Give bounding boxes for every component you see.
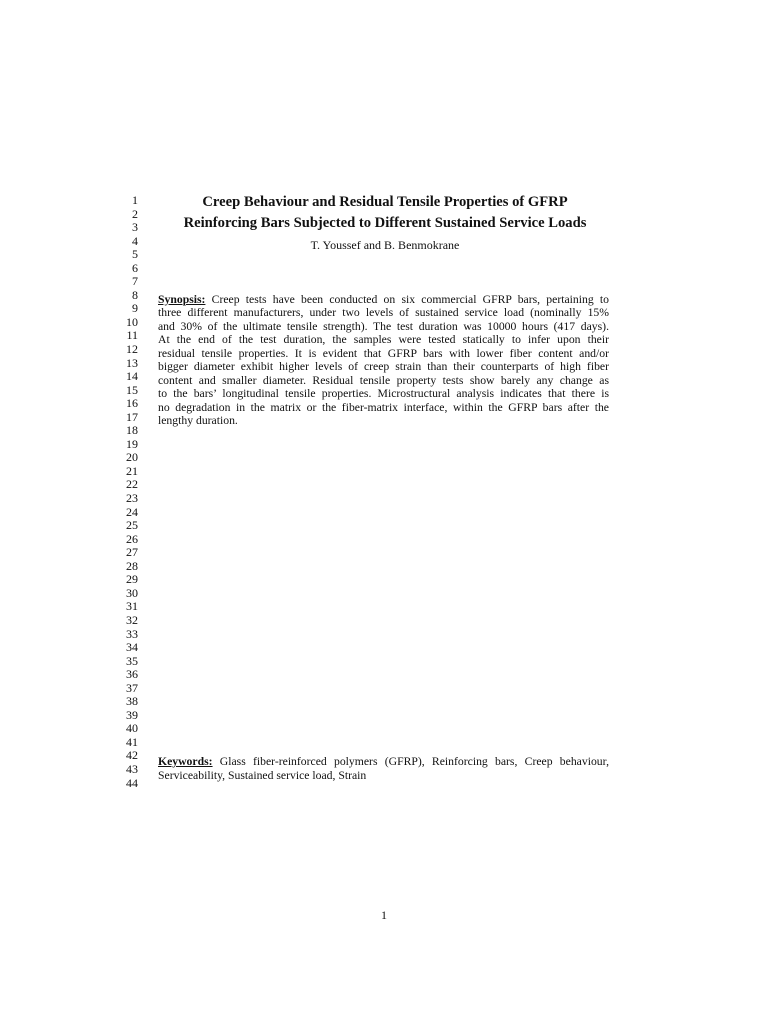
line-number: 44 bbox=[126, 775, 138, 790]
line-number: 31 bbox=[126, 599, 138, 614]
line-number: 13 bbox=[126, 355, 138, 370]
line-number: 4 bbox=[132, 233, 138, 248]
line-number: 38 bbox=[126, 694, 138, 709]
line-number: 11 bbox=[126, 328, 138, 343]
line-number: 40 bbox=[126, 721, 138, 736]
synopsis-label: Synopsis: bbox=[158, 292, 206, 306]
line-number: 41 bbox=[126, 734, 138, 749]
line-number: 22 bbox=[126, 477, 138, 492]
line-number: 26 bbox=[126, 531, 138, 546]
line-number: 8 bbox=[132, 287, 138, 302]
line-number: 12 bbox=[126, 342, 138, 357]
paper-title bbox=[150, 192, 620, 234]
synopsis-line: lengthy duration. bbox=[158, 414, 238, 428]
line-number: 17 bbox=[126, 409, 138, 424]
line-number: 14 bbox=[126, 369, 138, 384]
line-number: 18 bbox=[126, 423, 138, 438]
line-number: 34 bbox=[126, 640, 138, 655]
line-number: 1 bbox=[132, 193, 138, 207]
synopsis-line bbox=[158, 293, 609, 307]
synopsis-line: At the end of the test duration, the samples were tested statically to infer upon their bbox=[158, 333, 609, 347]
keywords-line: Serviceability, Sustained service load, Strain bbox=[158, 768, 367, 782]
line-number: 30 bbox=[126, 585, 138, 600]
line-number: 33 bbox=[126, 626, 138, 641]
line-number: 35 bbox=[126, 653, 138, 668]
synopsis-line: residual tensile properties. It is evident that GFRP bars with lower fiber content and/or bbox=[158, 346, 609, 360]
title-line-1: Creep Behaviour and Residual Tensile Properties of GFRP bbox=[202, 194, 568, 210]
page-number: 1 bbox=[381, 908, 387, 922]
line-number: 28 bbox=[126, 558, 138, 573]
line-number: 6 bbox=[132, 260, 138, 275]
synopsis-line: and 30% of the ultimate tensile strength). The test duration was 10000 hours (417 days). bbox=[158, 319, 609, 333]
line-number: 9 bbox=[132, 301, 138, 316]
synopsis-line: bigger diameter exhibit higher levels of creep strain than their counterparts of high fiber bbox=[158, 360, 609, 374]
line-number: 15 bbox=[126, 382, 138, 397]
synopsis-line: to the bars’ longitudinal tensile properties. Microstructural analysis indicates that there is bbox=[158, 387, 609, 401]
keywords-label: Keywords: bbox=[158, 755, 213, 769]
line-number: 21 bbox=[126, 463, 138, 478]
line-number: 27 bbox=[126, 545, 138, 560]
synopsis-line: three different manufacturers, under two levels of sustained service load (nominally 15% bbox=[158, 306, 609, 320]
authors: T. Youssef and B. Benmokrane bbox=[310, 238, 460, 252]
line-number: 7 bbox=[132, 274, 138, 289]
synopsis-line: content and smaller diameter. Residual tensile property tests show barely any change as bbox=[158, 373, 609, 387]
line-number: 29 bbox=[126, 572, 138, 587]
line-number: 39 bbox=[126, 707, 138, 722]
line-number: 5 bbox=[132, 247, 138, 262]
synopsis-paragraph bbox=[158, 293, 609, 428]
line-number: 16 bbox=[126, 396, 138, 411]
line-number: 2 bbox=[132, 206, 138, 221]
synopsis-first-line-text: Creep tests have been conducted on six commercial GFRP bars, pertaining to bbox=[205, 292, 609, 306]
line-number: 25 bbox=[126, 518, 138, 533]
line-number: 10 bbox=[126, 314, 138, 329]
synopsis-line: no degradation in the matrix or the fiber-matrix interface, within the GFRP bars after the bbox=[158, 400, 609, 414]
title-line-2: Reinforcing Bars Subjected to Different Sustained Service Loads bbox=[183, 215, 587, 231]
keywords-line bbox=[158, 755, 609, 769]
line-numbers bbox=[112, 194, 138, 790]
line-number: 36 bbox=[126, 667, 138, 682]
line-number: 24 bbox=[126, 504, 138, 519]
keywords-first-line-text: Glass fiber-reinforced polymers (GFRP), Reinforcing bars, Creep behaviour, bbox=[212, 755, 609, 769]
line-number: 23 bbox=[126, 491, 138, 506]
line-number: 19 bbox=[126, 436, 138, 451]
line-number: 3 bbox=[132, 220, 138, 235]
line-number: 32 bbox=[126, 612, 138, 627]
line-number: 37 bbox=[126, 680, 138, 695]
keywords-paragraph bbox=[158, 755, 609, 782]
line-number: 20 bbox=[126, 450, 138, 465]
line-number: 43 bbox=[126, 761, 138, 776]
line-number: 42 bbox=[126, 748, 138, 763]
